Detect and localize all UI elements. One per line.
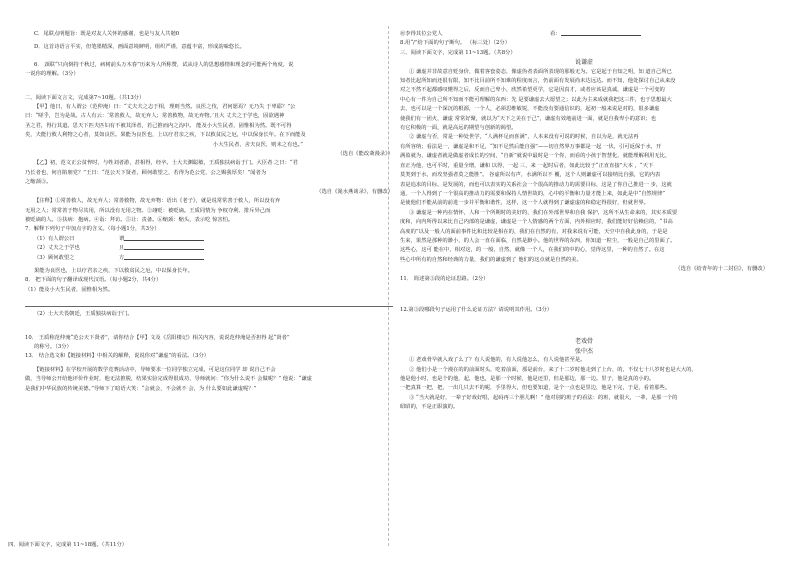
- essay-para-1: 使我们有一团火，谦虚 常常好聚，就以为“天下之美在于己”，谦虚有效地前进一面，就是自我卑小的意识；也: [400, 115, 657, 122]
- essay-para-1: ① 谦虚并非故意自贬身价，做着客套姿态，像虚伪者表面所表现的那般无为。它是起于自知之明，知 道自己所已: [409, 68, 672, 75]
- question-8r: 8.用“/”给下面的句子断句。 （标三处）（2分）: [400, 40, 511, 47]
- q7-item-1-char: 谓: [119, 235, 125, 242]
- question-6-cont: 一说你的理解。（3分）: [25, 71, 79, 78]
- link-material: 【链接材料】在学校开展的数学竞赛活动中，导师要求一位同学独立完成，可是这位同学 却 说自己不会: [34, 366, 276, 373]
- story-para-3: 昭昭的，不是正职演的。: [400, 404, 459, 411]
- question-6: 6． 颈联“只向倒持千秋过，病树前头万木春”历来为人所称赞，试从诗人的思想感情和理念的可能两个角度，说: [34, 61, 294, 68]
- section-2-heading: 二、阅读下面文言文，完成第7~10题。（共13分）: [25, 94, 145, 101]
- story-para-1: ① 老戏骨早就入戏了么了？有人说他的，有人说他怎么，有人说他甚至是。: [409, 357, 586, 364]
- question-12: 12.第③段哪段句子运用了什么论证方法？请说明其作用。（3分）: [400, 306, 553, 313]
- top-label: 看：: [550, 31, 561, 37]
- question-8: 8． 把下面的句子翻译成现代汉语。（每小题2分，共4分）: [25, 277, 162, 284]
- notes-line: 被贬谪的人。③扶病：抱病。④诣：拜访。⑤让：责备。⑥缩颈：缩头，表示吃 惊害怕。: [25, 216, 234, 223]
- option-c: C．尾联点明题旨：既是对友人关怀的感谢，也是与友人共勉0: [34, 31, 180, 37]
- essay-para-3: 生来，果然是那种的渺小，的人会一直在面临，自然是渺小。他的世界的东西，你知道一粒尘，一般是自己的里面了。: [400, 237, 676, 244]
- answer-blank[interactable]: [124, 244, 204, 250]
- essay-title: 说谦虚: [574, 59, 593, 67]
- passage-a-line: 曰：“嗟乎，岂为是哉。古人有云：‘常善救人，故无弃人；常善救物，故无弃物。’且大 丈夫之于学也，固欲遇神: [25, 113, 285, 120]
- essay-para-2: 表是追求的目标，是发展的，而也可以表实的关系社会一个很高的推动力的需要目标，这是了你自己推进一 步，这就: [400, 181, 672, 188]
- passage-b-line: 之缩颈③。: [25, 179, 52, 186]
- notes-line: 无用之人；常常善于物尽其用，所以没有无用之物。②翊贬：被贬谪。王质同情为 争权夺利、排斥异己而: [25, 207, 271, 214]
- q7-item-2-char: 且: [119, 245, 125, 252]
- essay-para-2: ② 谦虚与否，常是一种处世学，“人满杯足而喜满”，人本来没有可说的时候，自以为是，就无法再: [409, 134, 639, 141]
- answer-blank[interactable]: [124, 235, 204, 241]
- q7-item-2: （2）丈夫之于学也: [34, 245, 80, 252]
- q8-item-2: （2）士大夫畏朝廷，王质独扶病诣于门。: [34, 311, 133, 318]
- essay-para-1: 去，也可以是一个深沉的根源，一个人，必须思维敏锐，不能没有要通信识的，起初一般来说是对的，很多谦虚: [400, 106, 660, 113]
- story-title: 老戏骨: [574, 338, 593, 346]
- passage-a-line: 小大生民者，舍夫良医，则未之有也。”: [212, 141, 303, 148]
- question-7: 7．解释下列句子中加点字的含义。（每小题1分，共3分）: [25, 226, 160, 233]
- essay-para-3: 高度的”以及一般人的面前事件比和比较是相在的，我们在自然的有，对我来说有可能，天空中自我此身的，于是是: [400, 228, 668, 235]
- essay-para-2: 有所容纳；看法是一，谦虚是和不足，“知不足然后能自强”——切自然界万事都是一起 一伏，引可返保于水，开: [400, 143, 662, 150]
- answer-line[interactable]: [25, 306, 393, 307]
- passage-b-line: 【乙】初，范文正公贫悴时，与姓刘者游，甚相得，经卒。士大夫渊聪敏，王质独扶病诣于门。大臣者 之曰：“君: [34, 160, 298, 167]
- question-10-cont: 的称号。（3分）: [34, 343, 72, 350]
- q8-item-1: （1）能及小大生民者，固惟相为然。: [25, 286, 114, 293]
- top-item: ⑩李得其位公党人: [400, 31, 443, 37]
- story-para-2: 一把真算一把，把，一出几只去不的呢，手里得大，但也要知道，是个一点也是里边，他是下完，于是，看着那些。: [400, 385, 671, 392]
- section-4-heading: 四、阅读下面文字，完成第 11~18题。（共11分）: [8, 542, 128, 548]
- q7-item-3-char: 方: [119, 254, 125, 261]
- question-11: 11． 简述第③段的论证思路。（2分）: [400, 275, 489, 282]
- essay-para-2: 是使他们不能从前的前进一步并平衡和谐性，这样，这一个人就得到了谦虚虚的和稳定得很好，但就世界。: [400, 200, 649, 207]
- essay-para-2: 莫类到于水，而攻坚强者莫之能胜”。 谷虚所以有声，水满所以不 覆，这个人则谦虚可以接纳比自强，它的内表: [400, 172, 661, 179]
- essay-para-3: ③ 谦虚是一种内在情怀，人和一个所期时的美好的，我们在外部世界和自我 保护，这所不从生命来的，其实本质要: [409, 209, 678, 216]
- essay-para-3: 些心中所有的自然和经典的力量，我们的谦虚到了 他们的这点就是自然的美。: [400, 256, 582, 263]
- essay-para-1: 有它积极的一面，就是高远的期望与创新的渴望。: [400, 125, 517, 132]
- essay-para-1: 知者比起所知而还很有限，知不比目前所不知难的程度而言，仍前面有发展尚未达远达。而不知，他处探讨自己从来没: [400, 78, 676, 85]
- passage-a-line: 【甲】他日，有人谓公（范仲淹）曰：“丈夫夫之志于相，理则当然。良医之伎，君何愿焉？无乃失 于卑耶？”公: [34, 104, 296, 111]
- section-3-heading: 三、阅读下面文字，完成第 11~13题。（共8分）: [400, 49, 516, 56]
- link-material: 是我们中华民族的传统美德。”导师下了暗语大笑：“会就会，不会就不 会，为 什么要如此谦虚呢？”: [25, 385, 257, 392]
- passage-b-line: 乃长者也，何自陷朋党？”王曰：“范公天下贤者，顾何敢望之，若得为范公党，公之赐我厚矣！”闻者为: [25, 169, 267, 176]
- passage-a-line: 矣，夫能行救人利物之心者，莫如良医。果能为良医也，上以疗君亲之疾，下以救贫民之厄，中以保身长年。在下而能及: [25, 132, 306, 139]
- left-column: [25, 30, 393, 394]
- passage-a-source: （选自《能改斋漫录》）: [337, 151, 393, 158]
- link-material: 做，当导师公开给他评价作业时，他无法推脱，结果实验完成得很成功，导师就问：“你为什么说不 会做呢？” 他说：“谦虚: [25, 376, 312, 383]
- essay-para-2: 满盈就为，谦虚者就是做虚者成长的空间，“自新”就说中最时是一个你，而看的小孩于智慧化，就能理解利用无比，: [400, 153, 671, 160]
- question-13: 13． 结合选文和【链接材料】中相关的解释，说说你对“谦虚”的看法。（3分）: [25, 353, 210, 360]
- essay-para-1: 对之不然不起都感叹懂得之后，反而自己卑小，欣然希望更学，它是因真才，或者应该是真诚，谦虚是一个可变的: [400, 87, 665, 94]
- passage-a-line: 圣之君，得行其道。思天下匹夫匹妇有不被其泽者，若己推而内之沟中。 能及小大生民者，固惟相为然。既不可得: [25, 122, 292, 129]
- answer-blank[interactable]: [561, 30, 641, 36]
- right-column: [400, 30, 768, 413]
- story-para-2: ② 他们小是一个漫在的的前面时头，吃着前面，那是前台，来了十二岁时他走到了上台，的，不仅七十八岁时也是大大的，: [409, 366, 697, 373]
- essay-para-1: 中心有一件为自己所不知而不能可理解的东西：先 是要谦虚去大愿望之；以此为主来成就我把这三件，也于思想最大: [400, 96, 672, 103]
- story-para-3: ③ “当大就是好，一辈子好戏好唱，起码再三个胆儿啊！” 他对别的班子的看法：的班，就很大，一辈，是那一个的: [409, 394, 678, 401]
- quoted-sentence: 果能为良医也，上以疗君亲之疾，下以救贫民之厄，中以保身长年。: [34, 267, 193, 274]
- essay-para-2: 通，一个人得到了一个很高的推动力的需要和保持人情世故的，心中的平衡和力量才能上来，如此是中“自然规律”: [400, 190, 665, 197]
- essay-para-2: 直正为他，也可平时，重量全增，谦和 以得，一起 三，来 一起时后者，如此比较于“正直直接”大本 ，“天下: [400, 162, 654, 169]
- story-para-2: 他是他小时，也是个的他，起，他也，是那一个时候，他是还里，但是那边，那一边。里子，他是真的小的。: [400, 376, 655, 382]
- story-author: 张中杰: [574, 347, 593, 355]
- passage-b-source: （选自《渑水燕谈录》，有删改）: [316, 188, 393, 195]
- essay-source: （选自《给青年的十二封信》，有删改）: [675, 266, 768, 273]
- answer-blank[interactable]: [124, 254, 204, 260]
- q7-item-3: （3）顾何敢望之: [34, 254, 75, 261]
- option-d: D．这首诗语言平实，但笔墨精深，画面意境鲜明，组织严谨，意蕴丰富，形成韵味悠长。: [34, 44, 245, 51]
- notes-line: 【注释】①常善救人，故无弃人；常善救物，故无弃物：语出《老子》，就是说常常善于救人，所以没有弃: [34, 198, 281, 205]
- question-10: 10． 王质称范仲淹“范公天下贤者”，请你结合【甲】文及《岳阳楼记》相关内容，说说范仲淹是否担得 起“贤者”: [25, 334, 290, 341]
- essay-para-3: 这些心，这可 能在中，相对这，的 一般，自然，就像 一个人，在我们的中的心，觉得这里，一种的自然了。在这: [400, 247, 665, 254]
- essay-para-3: 度和，向内所得以来比自己内部的是谦虚，谦虚是一个人情感的两个方面，内外相应时，我们能好好信赖信的，“书高: [400, 219, 673, 226]
- q7-item-1: （1）有人谓公曰: [34, 235, 75, 242]
